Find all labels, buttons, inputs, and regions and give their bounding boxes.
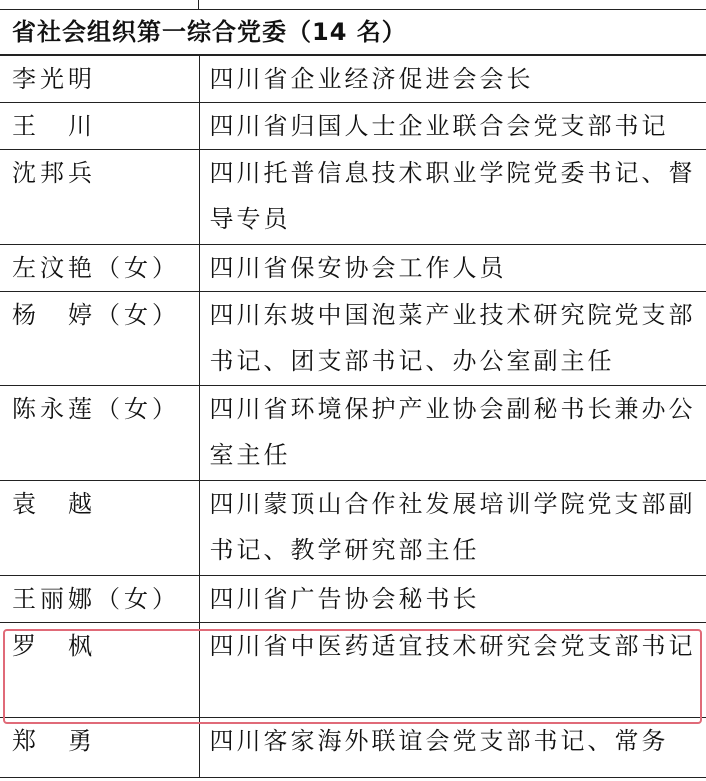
member-name: 杨 婷（女） (0, 292, 199, 386)
member-position: 四川省企业经济促进会会长 (199, 56, 706, 103)
member-name: 罗 枫 (0, 623, 199, 718)
member-position: 四川省保安协会工作人员 (199, 245, 706, 292)
table-row (0, 386, 706, 481)
table-row (0, 245, 706, 292)
member-name: 王丽娜（女） (0, 576, 199, 623)
table-row (0, 718, 706, 778)
member-name: 陈永莲（女） (0, 386, 199, 481)
section-heading: 省社会组织第一综合党委（14 名） (0, 10, 706, 55)
member-position: 四川省环境保护产业协会副秘书长兼办公室主任 (199, 386, 706, 481)
table-row (0, 292, 706, 386)
member-name: 袁 越 (0, 481, 199, 576)
member-position: 四川省归国人士企业联合会党支部书记 (199, 103, 706, 150)
column-divider-stub (198, 0, 199, 10)
member-position: 四川东坡中国泡菜产业技术研究院党支部书记、团支部书记、办公室副主任 (199, 292, 706, 386)
previous-row-edge (0, 0, 706, 10)
table-row (0, 56, 706, 103)
table-row (0, 576, 706, 623)
member-position: 四川省中医药适宜技术研究会党支部书记 (199, 623, 706, 718)
member-name: 王 川 (0, 103, 199, 150)
table-row (0, 481, 706, 576)
member-position: 四川客家海外联谊会党支部书记、常务 (199, 718, 706, 778)
table-row-highlighted (0, 623, 706, 718)
member-position: 四川托普信息技术职业学院党委书记、督导专员 (199, 150, 706, 245)
member-name: 左汶艳（女） (0, 245, 199, 292)
table-row (0, 103, 706, 150)
member-position: 四川蒙顶山合作社发展培训学院党支部副书记、教学研究部主任 (199, 481, 706, 576)
member-name: 郑 勇 (0, 718, 199, 778)
member-name: 李光明 (0, 56, 199, 103)
member-table (0, 55, 706, 778)
member-name: 沈邦兵 (0, 150, 199, 245)
member-position: 四川省广告协会秘书长 (199, 576, 706, 623)
table-row (0, 150, 706, 245)
